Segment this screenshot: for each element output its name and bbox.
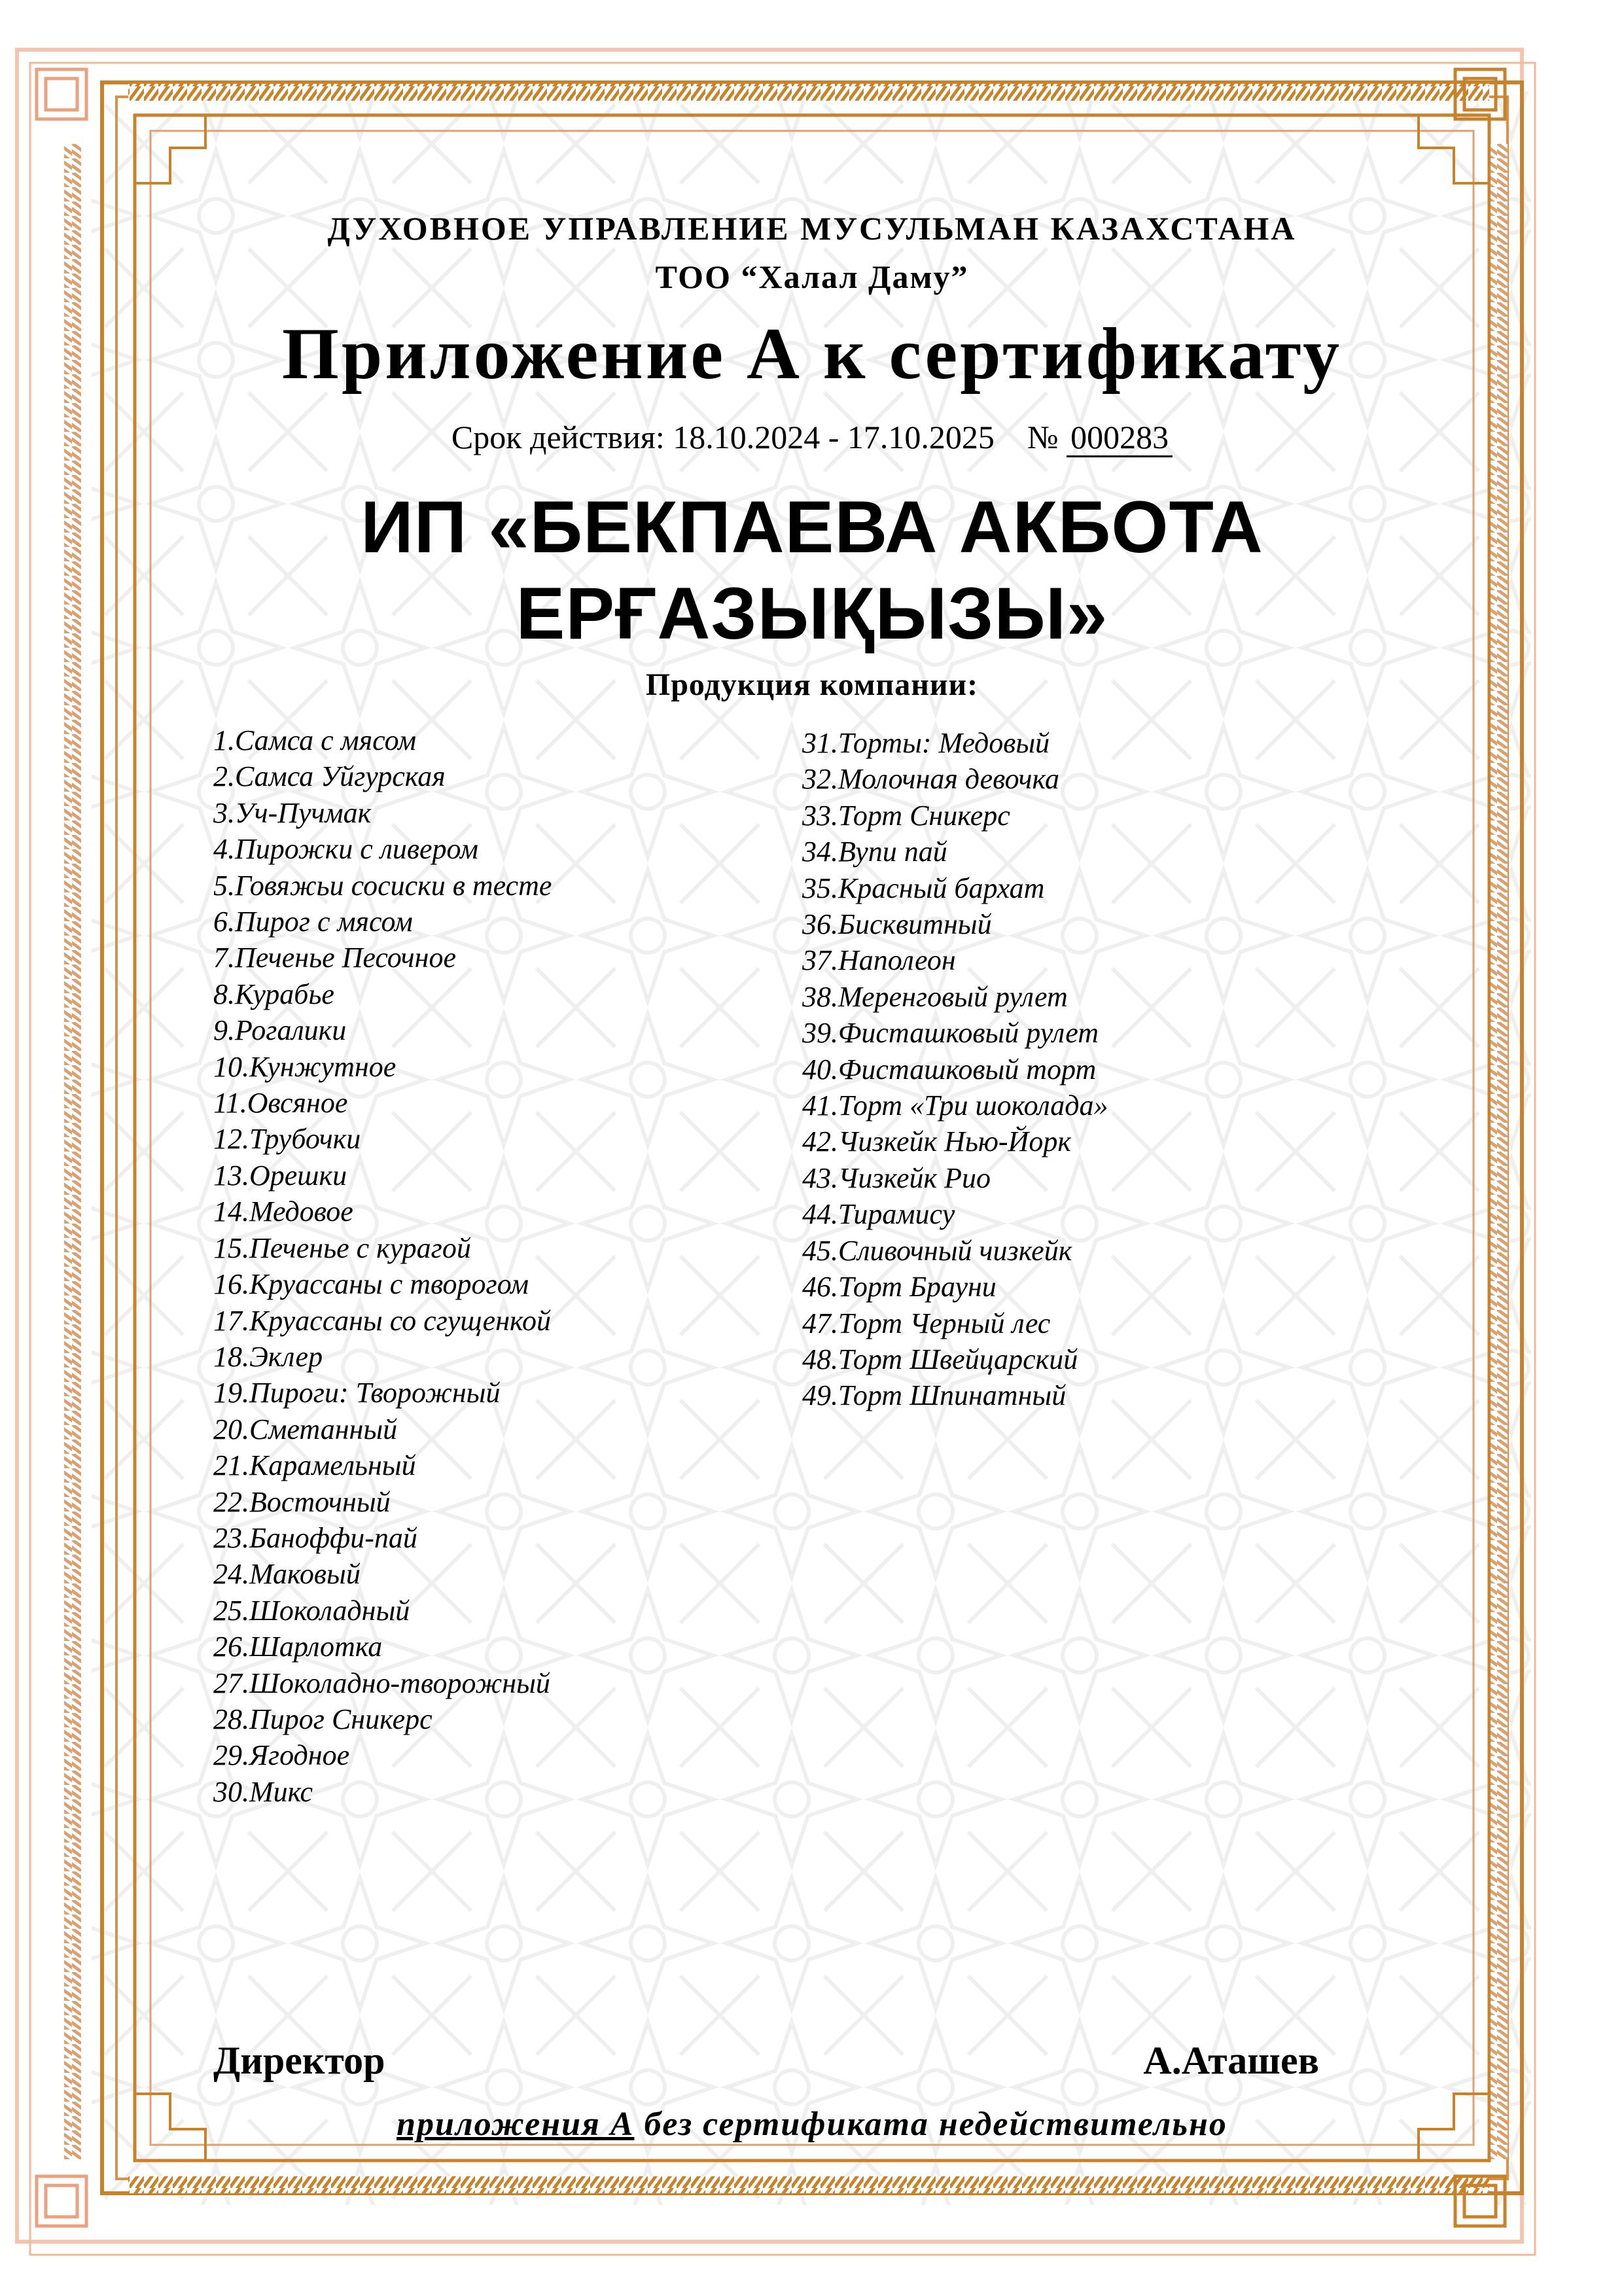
product-item: 23.Баноффи-пай: [213, 1521, 417, 1554]
number-value: 000283: [1067, 419, 1173, 457]
product-item: 15.Печенье с курагой: [213, 1231, 471, 1264]
validity-note-underlined: приложения А: [397, 2106, 635, 2143]
product-item: 48.Торт Швейцарский: [802, 1343, 1078, 1375]
product-item: 37.Наполеон: [802, 944, 956, 977]
product-item: 43.Чизкейк Рио: [802, 1161, 991, 1194]
product-item: 45.Сливочный чизкейк: [802, 1234, 1072, 1267]
product-item: 12.Трубочки: [213, 1123, 361, 1156]
product-item: 22.Восточный: [213, 1485, 391, 1518]
product-item: 13.Орешки: [213, 1159, 347, 1192]
product-item: 35.Красный бархат: [802, 872, 1045, 904]
validity-line: [0, 416, 1624, 458]
validity-period: Срок действия: 18.10.2024 - 17.10.2025: [451, 419, 995, 455]
product-item: 3.Уч-Пучмак: [213, 796, 372, 829]
issuer-organization: ДУХОВНОЕ УПРАВЛЕНИЕ МУСУЛЬМАН КАЗАХСТАНА: [327, 210, 1297, 247]
product-item: 38.Меренговый рулет: [802, 980, 1068, 1013]
product-item: 49.Торт Шпинатный: [802, 1379, 1067, 1412]
company-name: [0, 484, 1624, 657]
product-item: 11.Овсяное: [213, 1087, 348, 1120]
product-item: 4.Пирожки с ливером: [213, 833, 478, 866]
product-item: 28.Пирог Сникерс: [213, 1703, 432, 1735]
products-list-left: [213, 722, 552, 1810]
product-item: 2.Самса Уйгурская: [213, 760, 446, 793]
product-item: 42.Чизкейк Нью-Йорк: [802, 1125, 1071, 1158]
product-item: 39.Фисташковый рулет: [802, 1017, 1099, 1050]
products-heading: Продукция компании:: [645, 667, 979, 702]
product-item: 30.Микс: [213, 1775, 313, 1808]
company-name-line2: ЕРҒАЗЫҚЫЗЫ»: [516, 573, 1108, 654]
product-item: 20.Сметанный: [213, 1413, 398, 1445]
signatory-role: Директор: [213, 2039, 385, 2082]
product-item: 29.Ягодное: [213, 1739, 350, 1772]
product-item: 33.Торт Сникерс: [802, 799, 1010, 832]
product-item: 6.Пирог с мясом: [213, 906, 413, 938]
product-item: 1.Самса с мясом: [213, 724, 417, 756]
number-sign: №: [1027, 419, 1059, 455]
signatory-name: А.Аташев: [1143, 2039, 1319, 2082]
product-item: 7.Печенье Песочное: [213, 942, 456, 974]
product-item: 41.Торт «Три шоколада»: [802, 1089, 1108, 1122]
products-list-right: [802, 725, 1108, 1414]
certificate-number: [1027, 416, 1173, 458]
product-item: 44.Тирамису: [802, 1198, 955, 1231]
product-item: 21.Карамельный: [213, 1449, 416, 1482]
product-item: 5.Говяжьи сосиски в тесте: [213, 869, 552, 902]
validity-note-rest: без сертификата недействительно: [634, 2106, 1227, 2143]
product-item: 31.Торты: Медовый: [802, 727, 1050, 759]
product-item: 36.Бисквитный: [802, 908, 992, 941]
validity-note: [0, 2103, 1624, 2146]
product-item: 32.Молочная девочка: [802, 763, 1059, 796]
company-name-line1: ИП «БЕКПАЕВА АКБОТА: [361, 486, 1263, 568]
product-item: 17.Круассаны со сгущенкой: [213, 1304, 551, 1337]
product-item: 25.Шоколадный: [213, 1594, 410, 1627]
product-item: 26.Шарлотка: [213, 1631, 383, 1663]
product-item: 8.Курабье: [213, 978, 334, 1010]
product-item: 40.Фисташковый торт: [802, 1053, 1097, 1086]
product-item: 24.Маковый: [213, 1558, 361, 1591]
issuer-company: ТОО “Халал Даму”: [655, 258, 969, 295]
product-item: 18.Эклер: [213, 1340, 323, 1373]
product-item: 16.Круассаны с творогом: [213, 1268, 529, 1301]
product-item: 47.Торт Черный лес: [802, 1307, 1051, 1339]
product-item: 19.Пироги: Творожный: [213, 1377, 501, 1409]
product-item: 27.Шоколадно-творожный: [213, 1667, 550, 1699]
product-item: 14.Медовое: [213, 1195, 353, 1228]
product-item: 46.Торт Брауни: [802, 1271, 997, 1303]
product-item: 9.Рогалики: [213, 1014, 347, 1047]
document-title: Приложение А к сертификату: [281, 313, 1343, 395]
product-item: 10.Кунжутное: [213, 1050, 397, 1083]
product-item: 34.Вупи пай: [802, 836, 947, 868]
